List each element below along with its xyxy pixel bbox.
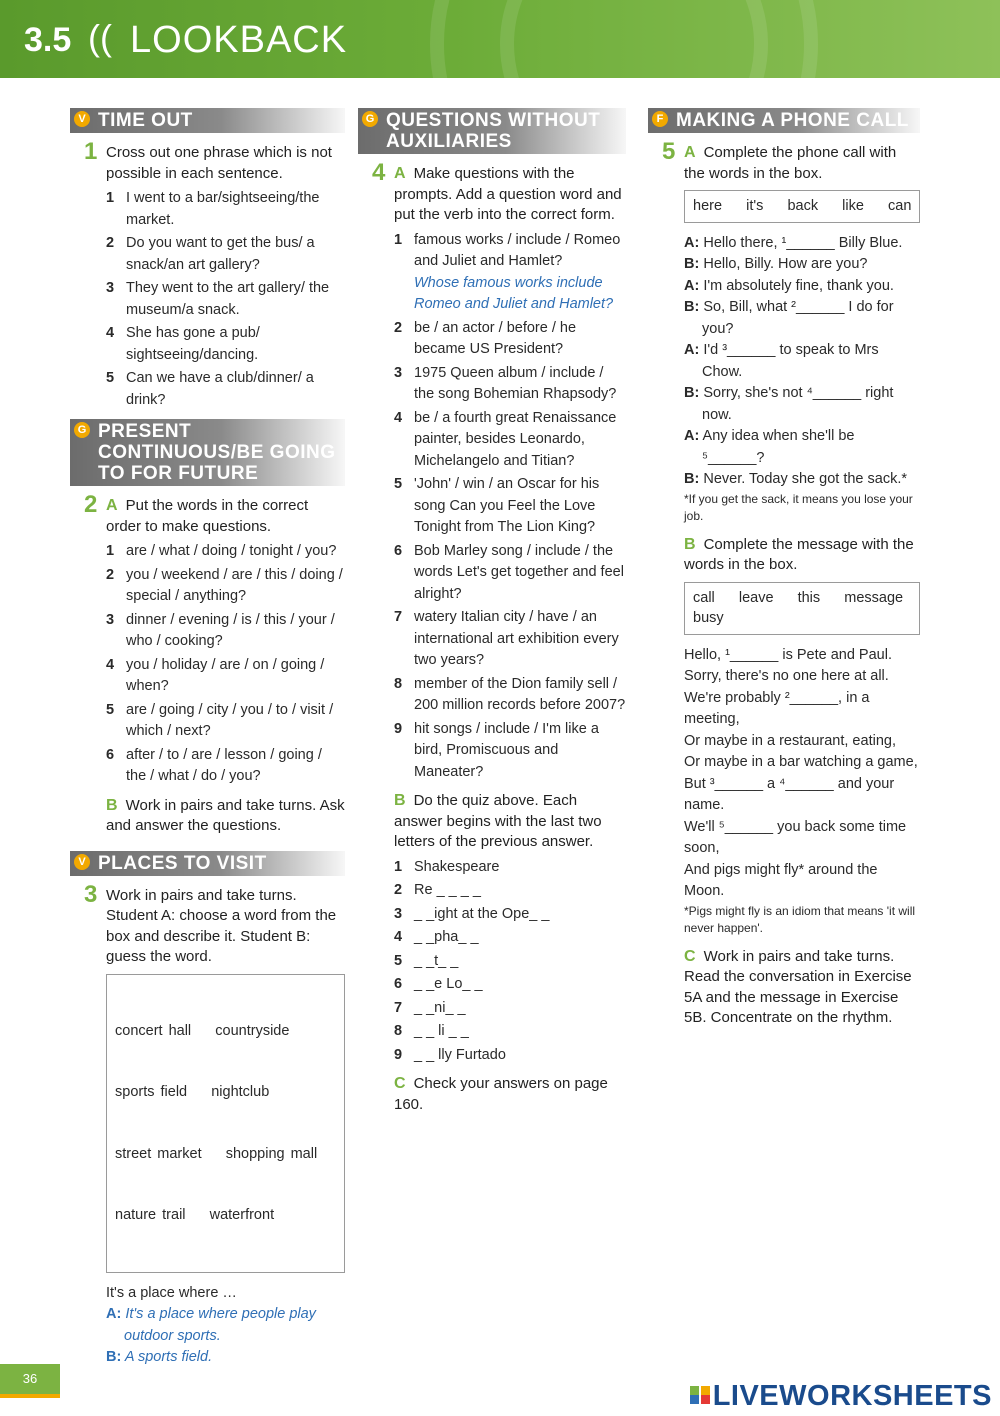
function-badge: F (652, 111, 668, 127)
exercise-letter: B (394, 792, 406, 809)
list-item[interactable]: 2 Do you want to get the bus/ a snack/an art gallery? (106, 235, 315, 273)
word-box-line: sports field nightclub (115, 1084, 270, 1100)
word-box-line: street market shopping mall (115, 1145, 318, 1162)
exercise-number: 1 (84, 138, 98, 165)
list-item[interactable]: 3 1975 Queen album / include / the song Bohemian Rhapsody? (394, 364, 617, 402)
message (648, 645, 920, 903)
exercise-instruction: Complete the phone call with the words in the box. (684, 144, 897, 182)
section-title: PLACES TO VISIT (98, 852, 267, 874)
exercise-instruction: Cross out one phrase which is not possible in each sentence. (106, 144, 332, 182)
quiz-item[interactable]: 1 Shakespeare (394, 858, 500, 875)
column-3 (648, 108, 928, 1033)
quiz-item[interactable]: 8 _ _ li _ _ (394, 1023, 469, 1039)
exercise-letter: C (394, 1075, 406, 1092)
dialogue-line[interactable]: B: Never. Today she got the sack.* (684, 471, 908, 487)
exercise-letter: A (394, 165, 406, 182)
list-item[interactable]: 5 are / going / city / you / to / visit / which / next? (106, 701, 334, 739)
header-decoration (500, 0, 768, 78)
dialogue-line[interactable]: A: Hello there, ¹______ Billy Blue. (684, 234, 903, 251)
list-item[interactable]: 5 'John' / win / an Oscar for his song Can you Feel the Love Tonight from The Lion King? (394, 476, 600, 535)
message-line[interactable]: Sorry, there's no one here at all. (684, 668, 889, 684)
logo-grid-icon (689, 1386, 711, 1408)
quiz-items (394, 857, 626, 1067)
page-header (0, 0, 1000, 78)
exercise-number: 5 (662, 138, 676, 165)
section-title: PRESENT CONTINUOUS/BE GOING TO FOR FUTURE (98, 421, 336, 484)
quiz-item[interactable]: 2 Re _ _ _ _ (394, 882, 481, 898)
section-title: MAKING A PHONE CALL (676, 110, 909, 131)
list-item[interactable]: 4 She has gone a pub/ sightseeing/dancing. (106, 325, 260, 363)
vocabulary-badge: V (74, 111, 90, 127)
list-item[interactable]: 2 you / weekend / are / this / doing / special / anything? (106, 566, 343, 604)
exercise-number: 4 (372, 159, 386, 186)
footnote: *If you get the sack, it means you lose your job. (684, 491, 913, 523)
message-line[interactable]: We'll ⁵______ you back some time soon, (684, 818, 907, 856)
example-prompt: It's a place where … (106, 1284, 237, 1301)
footnote: *Pigs might fly is an idiom that means 'it will never happen'. (684, 903, 916, 935)
list-item[interactable]: 8 member of the Dion family sell / 200 million records before 2007? (394, 675, 626, 713)
page-title: LOOKBACK (130, 19, 348, 61)
exercise-letter: C (684, 947, 696, 965)
message-line[interactable]: But ³______ a ⁴______ and your name. (684, 775, 895, 813)
list-item[interactable]: 5 Can we have a club/dinner/ a drink? (106, 370, 314, 408)
exercise-letter: B (106, 796, 118, 814)
exercise-instruction: Check your answers on page 160. (394, 1075, 608, 1113)
quiz-item[interactable]: 5 _ _t_ _ (394, 952, 459, 969)
dialogue-line[interactable]: A: I'm absolutely fine, thank you. (684, 277, 894, 294)
exercise-2-items (106, 541, 345, 788)
quiz-item[interactable]: 9 _ _ lly Furtado (394, 1046, 506, 1063)
example-answer-b: B: A sports field. (106, 1349, 213, 1365)
list-item[interactable]: 1 I went to a bar/sightseeing/the market. (106, 190, 320, 228)
exercise-instruction: Make questions with the prompts. Add a question word and put the verb into the correct form. (394, 165, 622, 223)
dialogue (648, 233, 920, 491)
exercise-instruction: Work in pairs and take turns. Ask and answer the questions. (106, 796, 345, 834)
exercise-5c (648, 947, 920, 1029)
word-box: here it's back like can (684, 190, 920, 223)
exercise-letter: B (684, 535, 696, 553)
section-title: TIME OUT (98, 110, 193, 131)
section-places-to-visit (70, 851, 345, 876)
word-box-line: nature trail waterfront (115, 1207, 275, 1223)
exercise-instruction: Work in pairs and take turns. Student A: choose a word from the box and describe it. Student B: guess the word. (106, 886, 337, 965)
list-item[interactable]: 4 you / holiday / are / on / going / when? (106, 656, 325, 694)
list-item[interactable]: 2 be / an actor / before / he became US President? (394, 319, 577, 357)
exercise-instruction: Work in pairs and take turns. Read the conversation in Exercise 5A and the message in Exercise 5B. Concentrate on the rhythm. (684, 947, 912, 1026)
message-line[interactable]: And pigs might fly* around the Moon. (684, 861, 878, 899)
section-present-continuous (70, 419, 345, 486)
message-line[interactable]: We're probably ²______, in a meeting, (684, 689, 870, 727)
column-2 (358, 108, 626, 1119)
example-answer: Whose famous works include Romeo and Juliet and Hamlet? (414, 274, 614, 312)
lesson-number: 3.5 (24, 21, 72, 59)
listening-mark: (( (88, 17, 112, 58)
list-item[interactable]: 9 hit songs / include / I'm like a bird, Promiscuous and Maneater? (394, 720, 599, 780)
list-item[interactable]: 7 watery Italian city / have / an international art exhibition every two years? (394, 609, 619, 668)
list-item[interactable]: 4 be / a fourth great Renaissance painter, besides Leonardo, Michelangelo and Titian? (394, 409, 617, 469)
grammar-badge: G (74, 422, 90, 438)
list-item[interactable]: 3 dinner / evening / is / this / your / who / cooking? (106, 611, 335, 649)
section-title: QUESTIONS WITHOUT AUXILIARIES (386, 110, 601, 152)
exercise-instruction: Put the words in the correct order to make questions. (106, 497, 309, 535)
liveworksheets-logo: LIVEWORKSHEETS (689, 1380, 992, 1412)
quiz-item[interactable]: 3 _ _ight at the Ope_ _ (394, 905, 550, 922)
exercise-2a (70, 491, 345, 537)
message-line[interactable]: Or maybe in a restaurant, eating, (684, 732, 896, 749)
section-time-out (70, 108, 345, 133)
exercise-4b (358, 791, 626, 853)
list-item[interactable]: 6 Bob Marley song / include / the words Let's get together and feel alright? (394, 542, 624, 602)
word-box: call leave this message busy (684, 582, 920, 635)
exercise-2b (70, 796, 345, 837)
exercise-5b (648, 535, 920, 576)
page-number: 36 (0, 1364, 60, 1394)
vocabulary-badge: V (74, 854, 90, 870)
grammar-badge: G (362, 111, 378, 127)
list-item[interactable]: 6 after / to / are / lesson / going / the / what / do / you? (106, 746, 322, 784)
list-item[interactable]: 1 are / what / doing / tonight / you? (106, 543, 337, 559)
exercise-instruction: Complete the message with the words in the box. (684, 535, 914, 573)
exercise-1 (70, 138, 345, 184)
exercise-1-items (106, 188, 345, 411)
exercise-4c (358, 1074, 626, 1115)
dialogue-line[interactable]: B: Sorry, she's not ⁴______ right now. (684, 385, 894, 423)
column-1 (70, 108, 345, 1369)
section-making-a-phone-call (648, 108, 920, 133)
dialogue-line[interactable]: A: I'd ³______ to speak to Mrs Chow. (684, 342, 879, 380)
word-box (106, 974, 345, 1273)
list-item[interactable]: 3 They went to the art gallery/ the museum/a snack. (106, 280, 330, 318)
message-line[interactable]: Or maybe in a bar watching a game, (684, 754, 918, 770)
word-box-line: concert hall countryside (115, 1022, 290, 1039)
exercise-number: 3 (84, 880, 98, 908)
exercise-4-items (394, 230, 626, 784)
exercise-instruction: Do the quiz above. Each answer begins with the last two letters of the previous answer. (394, 792, 602, 850)
dialogue-line[interactable]: B: Hello, Billy. How are you? (684, 256, 868, 272)
example-answer-a: A: It's a place where people play outdoor sports. (106, 1306, 316, 1344)
page-number-stripe (0, 1394, 60, 1398)
exercise-5a (648, 138, 920, 184)
exercise-number: 2 (84, 491, 98, 518)
quiz-item[interactable]: 6 _ _e Lo_ _ (394, 976, 483, 992)
exercise-4a (358, 159, 626, 226)
list-item[interactable]: 1 famous works / include / Romeo and Juliet and Hamlet? Whose famous works include Romeo and Juliet and Hamlet? (394, 230, 626, 316)
quiz-item[interactable]: 4 _ _pha_ _ (394, 929, 479, 945)
exercise-3 (70, 880, 345, 968)
quiz-item[interactable]: 7 _ _ni_ _ (394, 999, 466, 1016)
message-line[interactable]: Hello, ¹______ is Pete and Paul. (684, 646, 892, 663)
dialogue-line[interactable]: B: So, Bill, what ²______ I do for you? (684, 299, 894, 337)
dialogue-line[interactable]: A: Any idea when she'll be ⁵______? (684, 428, 855, 466)
exercise-letter: A (106, 497, 118, 514)
section-questions-without-auxiliaries (358, 108, 626, 154)
exercise-letter: A (684, 144, 696, 161)
